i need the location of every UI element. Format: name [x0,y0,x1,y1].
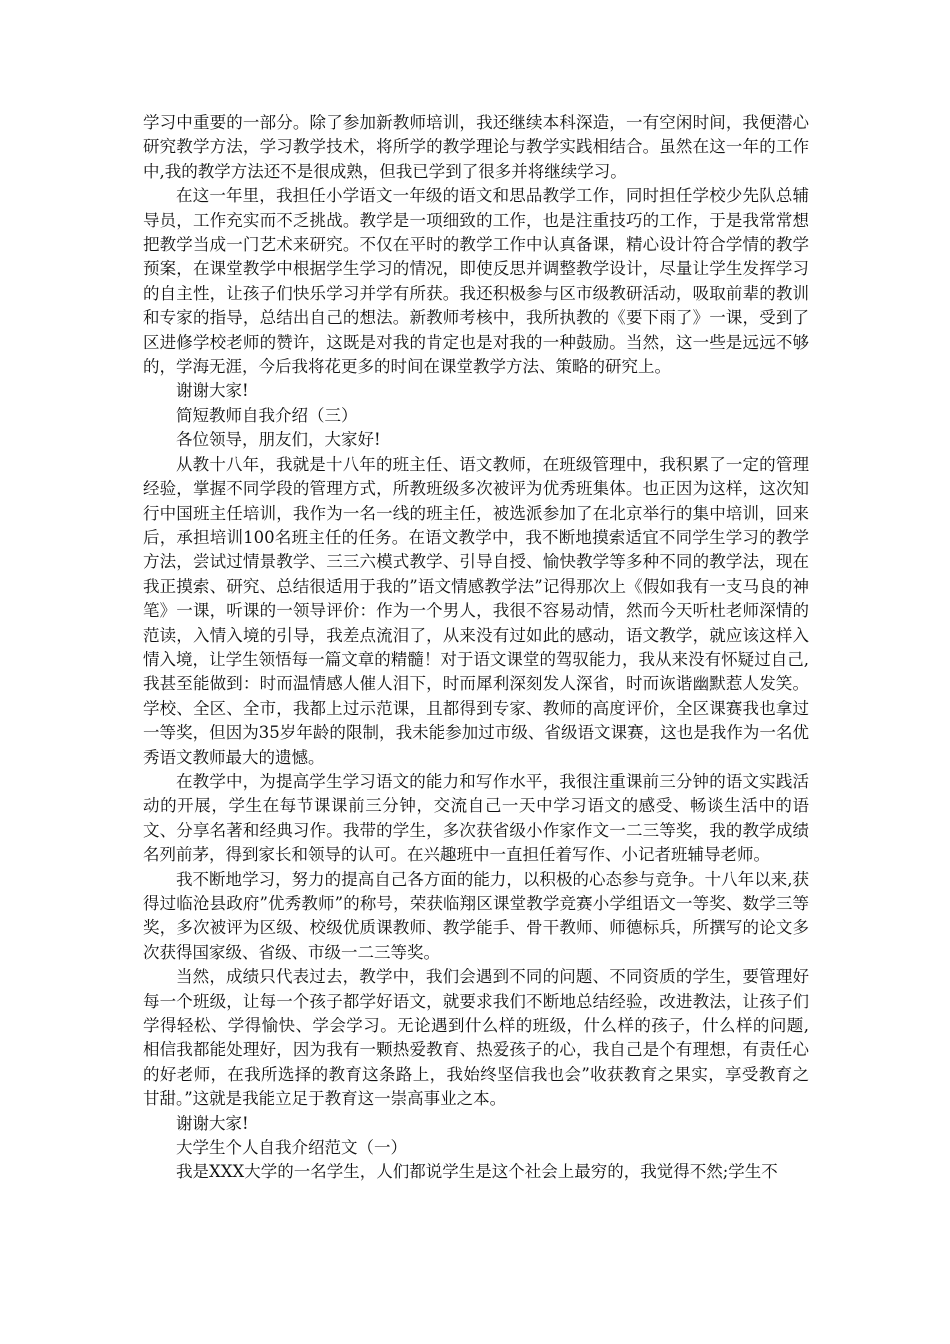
section-heading-teacher-intro-3: 简短教师自我介绍（三） [176,405,358,425]
paragraph-2: 在这一年里，我担任小学语文一年级的语文和思品教学工作，同时担任学校少先队总辅导员，工作充实而不乏挑战。教学是一项细致的工作，也是注重技巧的工作，于是我常常想把教学当成一门艺术来研究。不仅在平时的教学工作中认真备课，精心设计符合学情的教学预案，在课堂教学中根据学生学习的情况，即使反思并调整教学设计，尽量让学生发挥学习的自主性，让孩子们快乐学习并学有所获。我还积极参与区市级教研活动，吸取前辈的教训和专家的指导，总结出自己的想法。新教师考核中，我所执教的《要下雨了》一课，受到了区进修学校老师的赞许，这既是对我的肯定也是对我的一种鼓励。当然，这一些是远远不够的，学海无涯，今后我将花更多的时间在课堂教学方法、策略的研究上。 [143,186,809,377]
paragraph-7: 在教学中，为提高学生学习语文的能力和写作水平，我很注重课前三分钟的语文实践活动的开展，学生在每节课课前三分钟，交流自己一天中学习语文的感受、畅谈生活中的语文、分享名著和经典习作。我带的学生，多次获省级小作家作文一二三等奖，我的教学成绩名列前茅，得到家长和领导的认可。在兴趣班中一直担任着写作、小记者班辅导老师。 [143,771,809,865]
paragraph-12: 我是XXX大学的一名学生，人们都说学生是这个社会上最穷的，我觉得不然;学生不 [176,1162,778,1182]
document-page [143,111,809,1185]
paragraph-thanks-1: 谢谢大家! [176,381,249,401]
section-heading-student-intro-1: 大学生个人自我介绍范文（一） [176,1138,407,1158]
greeting: 各位领导，朋友们，大家好! [176,430,381,450]
paragraph-9: 当然，成绩只代表过去，教学中，我们会遇到不同的问题、不同资质的学生，要管理好每一个班级，让每一个孩子都学好语文，就要求我们不断地总结经验，改进教法，让孩子们学得轻松、学得愉快、学会学习。无论遇到什么样的班级，什么样的孩子，什么样的问题, 相信我都能处理好，因为我有一颗热爱教育、热爱孩子的心，我自己是个有理想，有责任心的好老师，在我所选择的教育这条路上，我始终坚信我也会”收获教育之果实，享受教育之甘甜。”这就是我能立足于教育这一崇高事业之本。 [143,967,809,1109]
paragraph-thanks-2: 谢谢大家! [176,1113,249,1133]
paragraph-8: 我不断地学习，努力的提高自己各方面的能力，以积极的心态参与竞争。十八年以来,获得过临沧县政府”优秀教师”的称号，荣获临翔区课堂教学竞赛小学组语文一等奖、数学三等奖，多次被评为区级、校级优质课教师、教学能手、骨干教师、师德标兵，所撰写的论文多次获得国家级、省级、市级一二三等奖。 [143,869,809,962]
paragraph-6: 从教十八年，我就是十八年的班主任、语文教师，在班级管理中，我积累了一定的管理经验，掌握不同学段的管理方式，所教班级多次被评为优秀班集体。也正因为这样，这次知行中国班主任培训，我作为一名一线的班主任，被选派参加了在北京举行的集中培训，回来后，承担培训100名班主任的任务。在语文教学中，我不断地摸索适宜不同学生学习的教学方法，尝试过情景教学、三三六模式教学、引导自授、愉快教学等多种不同的教学法，现在我正摸索、研究、总结很适用于我的”语文情感教学法”记得那次上《假如我有一支马良的神笔》一课，听课的一领导评价：作为一个男人，我很不容易动情，然而今天听杜老师深情的范读，入情入境的引导，我差点流泪了，从来没有过如此的感动，语文教学，就应该这样入情入境，让学生领悟每一篇文章的精髓！对于语文课堂的驾驭能力，我从来没有怀疑过自己, 我甚至能做到：时而温情感人催人泪下，时而犀利深刻发人深省，时而诙谐幽默惹人发笑。学校、全区、全市，我都上过示范课，且都得到专家、教师的高度评价，全区课赛我也拿过一等奖，但因为35岁年龄的限制，我未能参加过市级、省级语文课赛，这也是我作为一名优秀语文教师最大的遗憾。 [143,454,809,767]
paragraph-1: 学习中重要的一部分。除了参加新教师培训，我还继续本科深造，一有空闲时间，我便潜心研究教学方法，学习教学技术，将所学的教学理论与教学实践相结合。虽然在这一年的工作中,我的教学方法还不是很成熟，但我已学到了很多并将继续学习。 [143,113,809,181]
